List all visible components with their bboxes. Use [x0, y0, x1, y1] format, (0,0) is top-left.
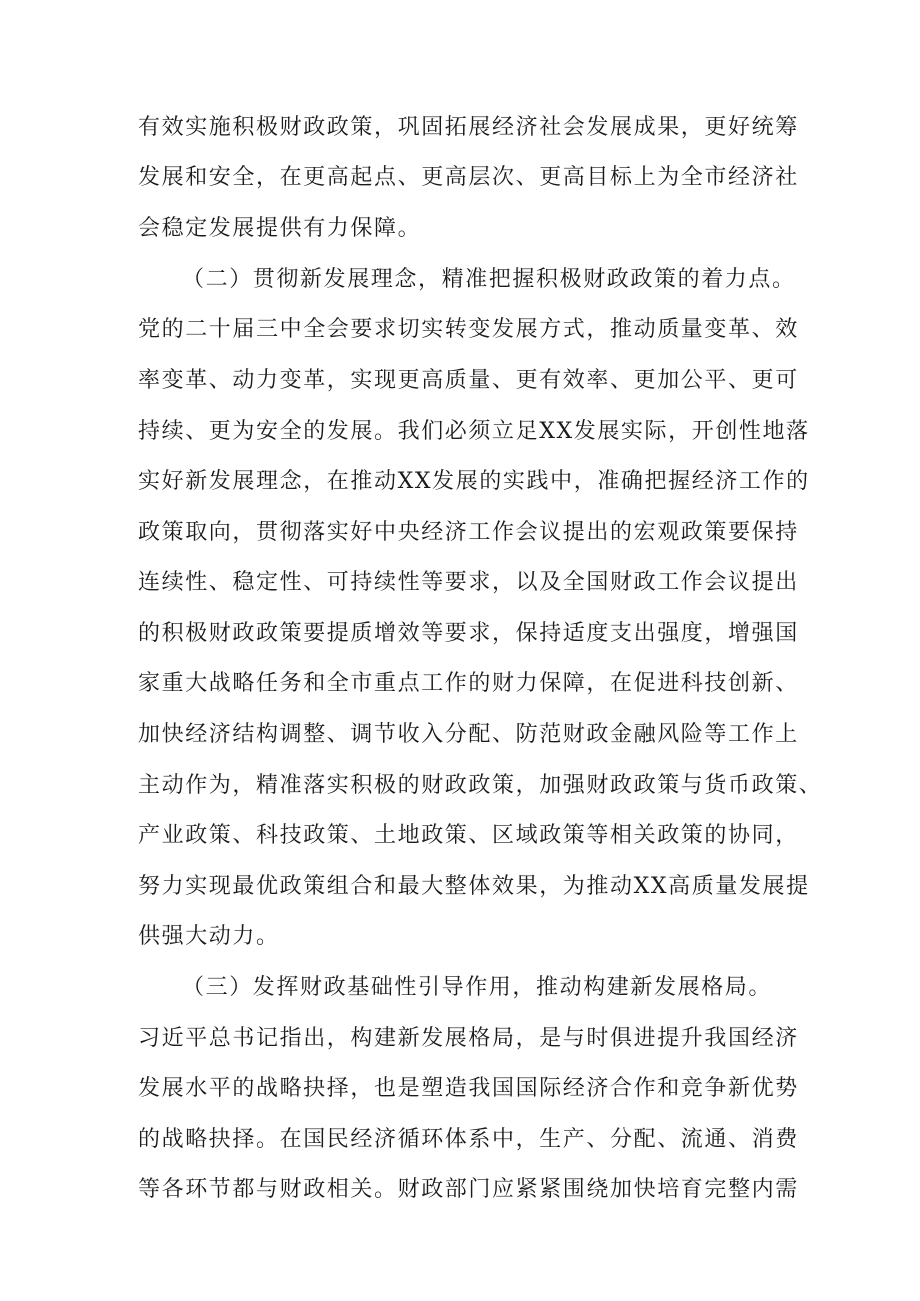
text-line: 发展水平的战略抉择，也是塑造我国国际经济合作和竞争新优势 [138, 1076, 799, 1101]
text-line: 的战略抉择。在国民经济循环体系中，生产、分配、流通、消费 [138, 1127, 799, 1152]
text-line: 会稳定发展提供有力保障。 [138, 216, 422, 241]
section-heading-3: （三）发挥财政基础性引导作用，推动构建新发展格局。 [182, 975, 773, 1000]
text-line: 党的二十届三中全会要求切实转变发展方式，推动质量变革、效 [138, 317, 799, 342]
text-line: 习近平总书记指出，构建新发展格局，是与时俱进提升我国经济 [138, 1026, 799, 1051]
text-line: 努力实现最优政策组合和最大整体效果，为推动XX高质量发展提 [138, 874, 810, 899]
text-line: 发展和安全，在更高起点、更高层次、更高目标上为全市经济社 [138, 165, 799, 190]
text-line: 连续性、稳定性、可持续性等要求，以及全国财政工作会议提出 [138, 570, 799, 595]
text-line: 供强大动力。 [138, 924, 280, 949]
text-line: 有效实施积极财政政策，巩固拓展经济社会发展成果，更好统筹 [138, 115, 799, 140]
text-line: 实好新发展理念，在推动XX发展的实践中，准确把握经济工作的 [138, 469, 810, 494]
text-line: 持续、更为安全的发展。我们必须立足XX发展实际，开创性地落 [138, 419, 810, 444]
text-line: 等各环节都与财政相关。财政部门应紧紧围绕加快培育完整内需 [138, 1177, 799, 1202]
text-line: 主动作为，精准落实积极的财政政策，加强财政政策与货币政策、 [138, 773, 823, 798]
text-line: 政策取向，贯彻落实好中央经济工作会议提出的宏观政策要保持 [138, 520, 799, 545]
text-line: 的积极财政政策要提质增效等要求，保持适度支出强度，增强国 [138, 621, 799, 646]
text-line: 加快经济结构调整、调节收入分配、防范财政金融风险等工作上 [138, 722, 799, 747]
text-line: 家重大战略任务和全市重点工作的财力保障，在促进科技创新、 [138, 671, 799, 696]
section-heading-2: （二）贯彻新发展理念，精准把握积极财政政策的着力点。 [182, 267, 796, 292]
text-line: 产业政策、科技政策、土地政策、区域政策等相关政策的协同， [138, 823, 799, 848]
text-line: 率变革、动力变革，实现更高质量、更有效率、更加公平、更可 [138, 368, 799, 393]
